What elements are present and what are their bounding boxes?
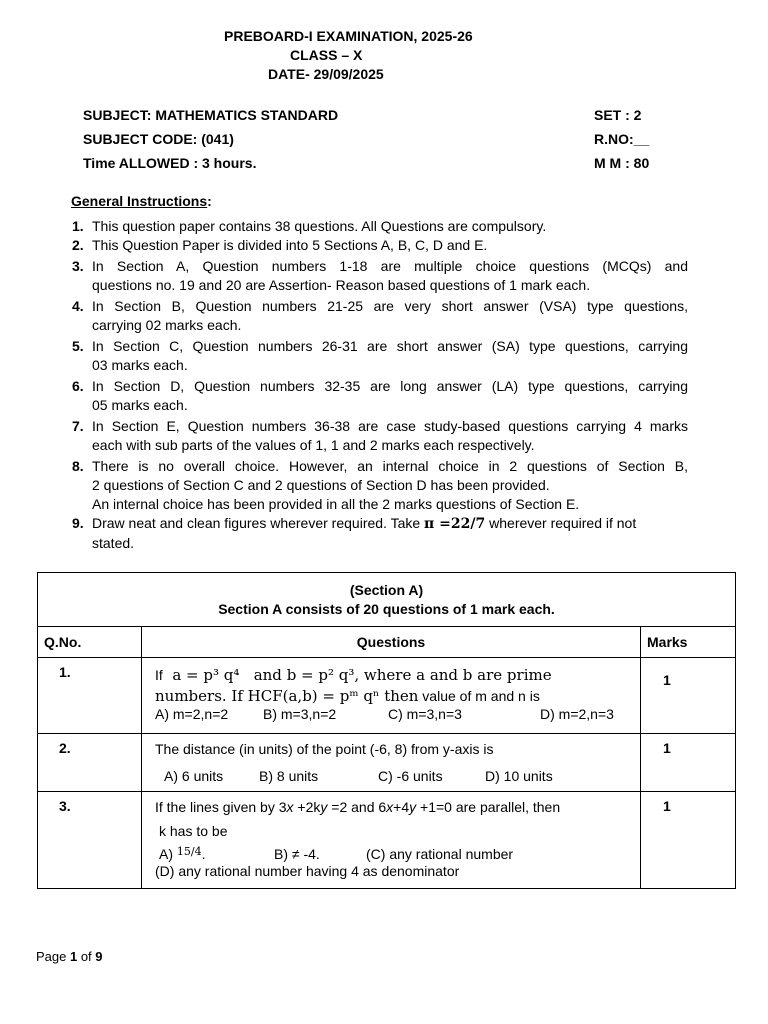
marks-value: 1 — [663, 740, 671, 756]
column-header-qno: Q.No. — [38, 627, 142, 658]
instruction-item — [72, 417, 688, 436]
instruction-text: This Question Paper is divided into 5 Sections A, B, C, D and E. — [92, 237, 488, 253]
instruction-number: 8. — [72, 458, 84, 474]
instruction-text: There is no overall choice. However, an internal choice in 2 questions of Section B, — [92, 458, 688, 474]
column-header-marks: Marks — [641, 627, 736, 658]
marks-cell — [641, 792, 736, 889]
instruction-item — [72, 457, 688, 476]
section-title: (Section A) — [349, 581, 424, 598]
option-b: B) 8 units — [259, 768, 319, 784]
instruction-text-cont: questions no. 19 and 20 are Assertion- Reason based questions of 1 mark each. — [92, 277, 591, 293]
instruction-text-cont: 03 marks each. — [92, 357, 188, 373]
set-label: SET : 2 — [594, 107, 642, 123]
option-c: C) m=3,n=3 — [388, 706, 462, 722]
question-number: 2. — [59, 740, 71, 756]
variable-x: x — [386, 799, 394, 815]
variable-y: y — [320, 799, 328, 815]
page-number: 1 — [69, 949, 78, 964]
table-header-row — [38, 627, 736, 658]
variable-y: y — [409, 799, 417, 815]
instruction-item — [72, 236, 688, 255]
option-b: B) ≠ -4. — [274, 846, 320, 862]
option-a: A) 6 units — [164, 768, 224, 784]
question-cell — [142, 658, 641, 734]
section-header-cell — [38, 573, 736, 627]
instructions-heading — [71, 193, 212, 209]
of-word: of — [77, 949, 96, 964]
marks-value: 1 — [663, 798, 671, 814]
instruction-item — [72, 257, 688, 276]
instruction-text-cont: 2 questions of Section C and 2 questions of Section D has been provided. — [92, 477, 550, 493]
time-allowed: Time ALLOWED : 3 hours. — [83, 155, 257, 171]
instruction-item — [72, 337, 688, 356]
instruction-item — [72, 377, 688, 396]
page-footer — [36, 949, 103, 964]
instruction-text: In Section A, Question numbers 1-18 are multiple choice questions (MCQs) and — [92, 258, 688, 274]
instructions-heading-text: General Instructions — [71, 193, 208, 209]
question-number: 1. — [59, 664, 71, 680]
question-text: value of m and n is — [418, 688, 540, 704]
max-marks: M M : 80 — [594, 155, 650, 171]
option-b: B) m=3,n=2 — [263, 706, 337, 722]
instruction-text-cont: carrying 02 marks each. — [92, 317, 242, 333]
marks-cell — [641, 734, 736, 792]
instruction-number: 4. — [72, 298, 84, 314]
option-a-suffix: . — [201, 846, 206, 862]
instructions-heading-colon: : — [207, 193, 212, 209]
page-word: Page — [36, 949, 70, 964]
options-row — [142, 758, 640, 784]
instruction-number: 3. — [72, 258, 84, 274]
instruction-number: 1. — [72, 218, 84, 234]
question-line — [142, 686, 640, 706]
option-a-label: A) — [159, 846, 177, 862]
instruction-text: In Section C, Question numbers 26-31 are short answer (SA) type questions, carrying — [92, 338, 688, 354]
question-text: If — [155, 667, 163, 683]
question-text-part: +1=0 are parallel, then — [416, 799, 561, 815]
section-header-row — [38, 573, 736, 627]
subject-code: SUBJECT CODE: (041) — [83, 131, 234, 147]
instruction-text: In Section E, Question numbers 36-38 are case study-based questions carrying 4 marks — [92, 418, 688, 434]
question-text: and — [253, 666, 282, 684]
instruction-item — [72, 217, 688, 236]
instruction-item — [72, 514, 688, 534]
option-d: D) m=2,n=3 — [540, 706, 614, 722]
column-header-questions: Questions — [142, 627, 641, 658]
marks-value: 1 — [663, 672, 671, 688]
instruction-text-cont: An internal choice has been provided in all the 2 marks questions of Section E. — [92, 496, 580, 512]
variable-x: x — [286, 799, 294, 815]
exam-date: DATE- 29/09/2025 — [268, 66, 384, 82]
question-cell — [142, 792, 641, 889]
instruction-number: 7. — [72, 418, 84, 434]
instruction-text: wherever required if not — [485, 515, 637, 531]
question-text: The distance (in units) of the point (-6, 8) from y-axis is — [155, 741, 494, 757]
instruction-text-cont: each with sub parts of the values of 1, 1 and 2 marks each respectively. — [92, 437, 535, 453]
math-expression: numbers. If HCF(a,b) = pᵐ qⁿ then — [155, 687, 419, 705]
question-table — [37, 572, 736, 889]
option-a — [159, 846, 205, 862]
instruction-number: 9. — [72, 515, 84, 531]
question-number: 3. — [59, 798, 71, 814]
instruction-text: This question paper contains 38 questions. All Questions are compulsory. — [92, 218, 547, 234]
roll-number: R.NO:__ — [594, 131, 650, 147]
question-text-part: If the lines given by 3 — [155, 799, 287, 815]
option-d: D) 10 units — [485, 768, 553, 784]
class-label: CLASS – X — [290, 47, 363, 63]
math-expression: a = p³ q⁴ — [172, 666, 240, 684]
instruction-number: 5. — [72, 338, 84, 354]
question-text — [142, 792, 640, 816]
instruction-number: 2. — [72, 237, 84, 253]
question-number-cell — [38, 734, 142, 792]
options-row — [142, 706, 640, 726]
option-c: (C) any rational number — [366, 846, 514, 862]
option-a: A) m=2,n=2 — [155, 706, 229, 722]
instruction-text: In Section B, Question numbers 21-25 are very short answer (VSA) type questions, — [92, 298, 688, 314]
table-row — [38, 734, 736, 792]
option-c: C) -6 units — [378, 768, 443, 784]
section-subtitle: Section A consists of 20 questions of 1 mark each. — [218, 600, 555, 617]
table-row — [38, 658, 736, 734]
option-d: (D) any rational number having 4 as denominator — [155, 863, 460, 879]
instruction-text: Draw neat and clean figures wherever required. Take — [92, 515, 425, 531]
page-total: 9 — [95, 949, 103, 964]
pi-value: π =22/7 — [424, 516, 486, 532]
instruction-text-cont: 05 marks each. — [92, 397, 188, 413]
question-text-part: +4 — [393, 799, 410, 815]
table-row — [38, 792, 736, 889]
fraction: 15/4 — [176, 845, 202, 858]
question-line — [142, 658, 640, 686]
instruction-list — [72, 217, 688, 553]
question-number-cell — [38, 792, 142, 889]
math-expression: b = p² q³, where a and b are prime — [286, 666, 552, 684]
instruction-item — [72, 297, 688, 316]
question-number-cell — [38, 658, 142, 734]
instruction-text: In Section D, Question numbers 32-35 are long answer (LA) type questions, carrying — [92, 378, 688, 394]
question-text-part: +2k — [293, 799, 321, 815]
marks-cell — [641, 658, 736, 734]
options-row — [142, 840, 640, 862]
exam-title: PREBOARD-I EXAMINATION, 2025-26 — [224, 28, 473, 44]
question-cell — [142, 734, 641, 792]
instruction-text-cont: stated. — [92, 535, 135, 551]
question-text-part: =2 and 6 — [327, 799, 387, 815]
subject-label: SUBJECT: MATHEMATICS STANDARD — [83, 107, 339, 123]
question-text: k has to be — [159, 823, 228, 839]
instruction-number: 6. — [72, 378, 84, 394]
